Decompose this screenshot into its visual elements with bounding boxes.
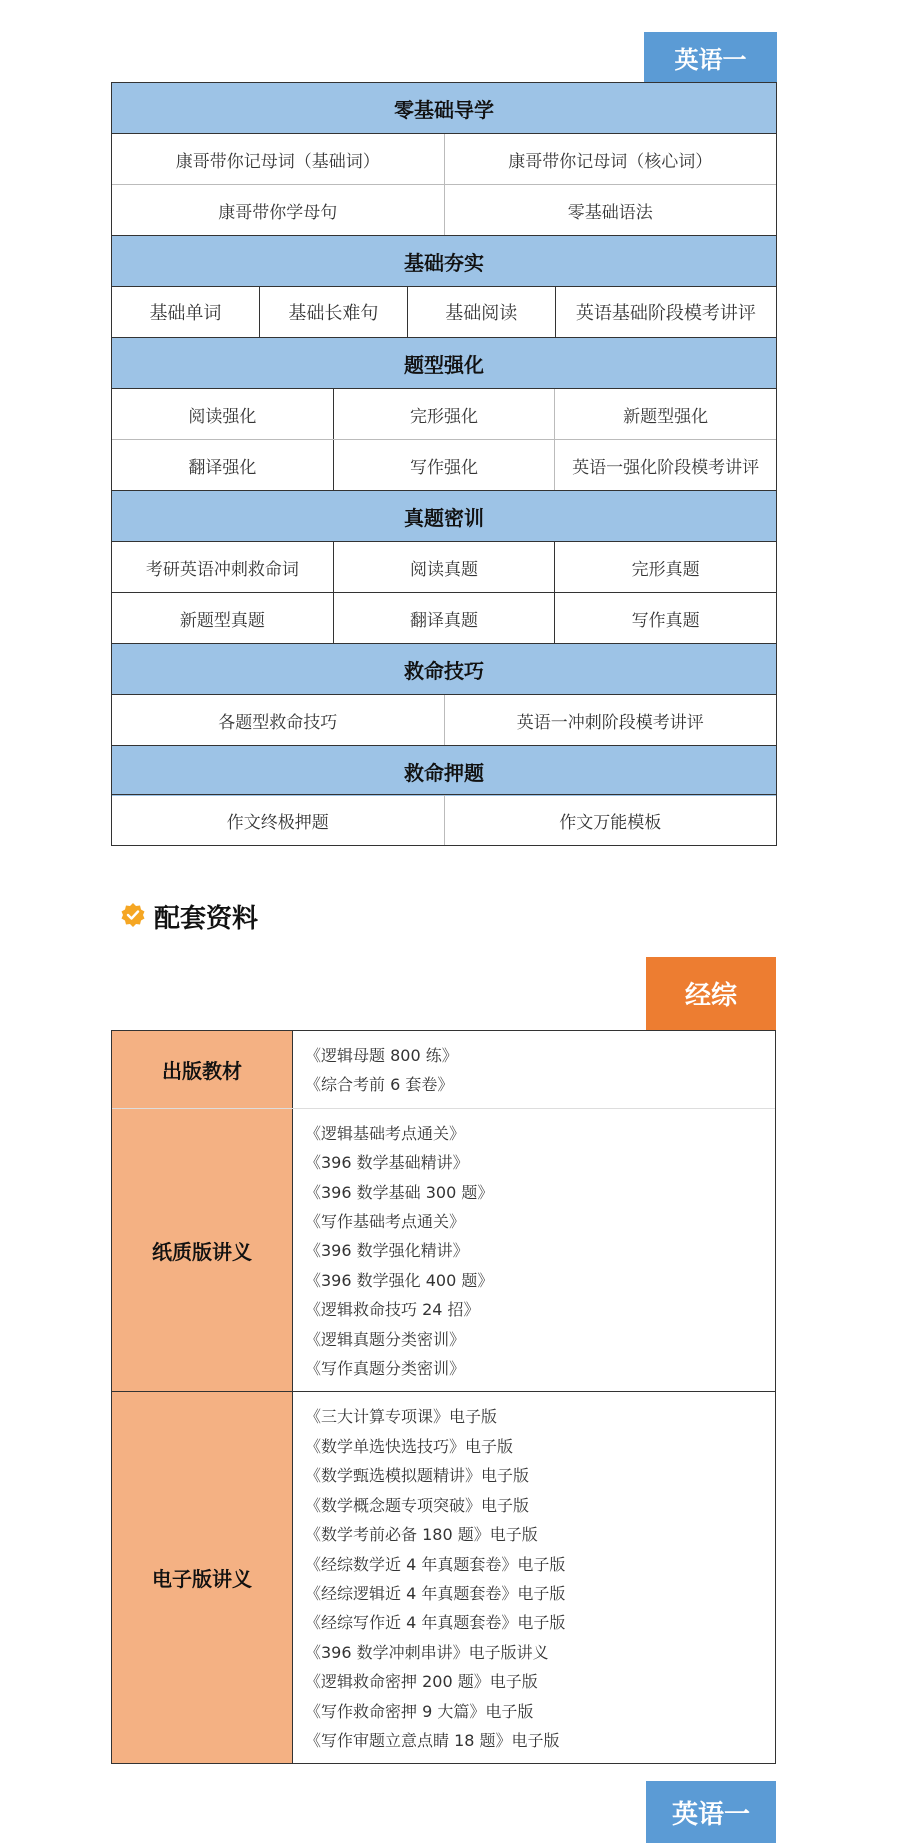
table-row (112, 542, 776, 593)
materials-heading (120, 898, 258, 935)
course-cell: 写作真题 (631, 610, 700, 631)
group-label: 出版教材 (112, 1031, 293, 1108)
table-row (112, 389, 776, 440)
list-item: 《396 数学强化 400 题》 (305, 1270, 494, 1290)
exam-prediction-table (111, 794, 777, 846)
verified-badge-icon (120, 902, 146, 932)
course-cell: 新题型真题 (112, 593, 334, 643)
course-cell: 阅读真题 (334, 542, 556, 592)
course-cell: 英语一冲刺阶段模考讲评 (516, 712, 704, 733)
table-row (112, 1392, 775, 1763)
course-cell: 康哥带你记母词（基础词） (112, 134, 445, 184)
course-cell: 考研英语冲刺救命词 (112, 542, 334, 592)
group-label: 纸质版讲义 (112, 1109, 293, 1392)
list-item: 《数学考前必备 180 题》电子版 (305, 1525, 538, 1545)
table-row (112, 593, 776, 644)
course-cell: 翻译强化 (112, 440, 334, 490)
course-cell: 写作强化 (334, 440, 556, 490)
table-row (112, 1109, 775, 1393)
course-cell: 英语一强化阶段模考讲评 (572, 457, 760, 478)
course-cell: 基础长难句 (260, 287, 408, 337)
course-cell: 作文万能模板 (559, 812, 662, 833)
economics-tag: 经综 (646, 957, 776, 1030)
course-cell: 零基础语法 (567, 202, 653, 223)
list-item: 《396 数学强化精讲》 (305, 1241, 469, 1261)
course-cell: 康哥带你记母词（核心词） (508, 151, 713, 172)
list-item: 《逻辑母题 800 练》 (305, 1046, 458, 1065)
section-title: 配套资料 (154, 904, 259, 934)
course-cell: 基础阅读 (408, 287, 556, 337)
table-row (112, 695, 776, 746)
course-cell: 康哥带你学母句 (112, 185, 445, 235)
list-item: 《396 数学基础 300 题》 (305, 1182, 494, 1202)
list-item: 《逻辑救命密押 200 题》电子版 (305, 1672, 538, 1692)
list-item: 《三大计算专项课》电子版 (305, 1407, 498, 1427)
list-item: 《逻辑救命技巧 24 招》 (305, 1300, 480, 1320)
list-item: 《经综写作近 4 年真题套卷》电子版 (305, 1613, 566, 1633)
course-cell: 阅读强化 (112, 389, 334, 439)
list-item: 《经综数学近 4 年真题套卷》电子版 (305, 1554, 566, 1574)
course-cell: 基础单词 (112, 287, 260, 337)
english-curriculum-table (111, 82, 777, 796)
list-item: 《经综逻辑近 4 年真题套卷》电子版 (305, 1583, 566, 1603)
group-items (293, 1392, 775, 1763)
section-header: 真题密训 (112, 491, 776, 542)
section-header: 基础夯实 (112, 236, 776, 287)
course-cell: 各题型救命技巧 (112, 695, 445, 745)
list-item: 《逻辑真题分类密训》 (305, 1329, 466, 1349)
list-item: 《写作审题立意点睛 18 题》电子版 (305, 1730, 560, 1750)
section-header: 题型强化 (112, 338, 776, 389)
table-row (112, 287, 776, 338)
table-row (112, 134, 776, 185)
table-row (112, 440, 776, 491)
section-header: 救命押题 (112, 746, 776, 796)
english-one-tag: 英语一 (644, 32, 777, 82)
course-cell: 英语基础阶段模考讲评 (575, 303, 756, 324)
group-label: 电子版讲义 (112, 1392, 293, 1763)
list-item: 《数学甄选模拟题精讲》电子版 (305, 1466, 530, 1486)
list-item: 《综合考前 6 套卷》 (305, 1075, 454, 1095)
course-cell: 完形真题 (631, 559, 700, 580)
list-item: 《写作真题分类密训》 (305, 1359, 466, 1379)
materials-table (111, 1030, 776, 1764)
table-row (112, 185, 776, 236)
course-cell: 翻译真题 (334, 593, 556, 643)
course-cell: 作文终极押题 (112, 795, 445, 845)
list-item: 《逻辑基础考点通关》 (305, 1123, 466, 1143)
group-items (293, 1109, 775, 1392)
group-items (293, 1031, 775, 1108)
english-one-tag-bottom: 英语一 (646, 1781, 776, 1843)
list-item: 《396 数学冲刺串讲》电子版讲义 (305, 1642, 549, 1662)
table-row (112, 1031, 775, 1109)
list-item: 《写作基础考点通关》 (305, 1212, 466, 1232)
list-item: 《数学单选快选技巧》电子版 (305, 1436, 514, 1456)
course-cell: 新题型强化 (623, 406, 709, 427)
table-row (112, 795, 776, 845)
list-item: 《写作救命密押 9 大篇》电子版 (305, 1701, 534, 1721)
section-header: 救命技巧 (112, 644, 776, 695)
course-cell: 完形强化 (334, 389, 556, 439)
list-item: 《数学概念题专项突破》电子版 (305, 1495, 530, 1515)
section-header: 零基础导学 (112, 83, 776, 134)
list-item: 《396 数学基础精讲》 (305, 1153, 469, 1173)
